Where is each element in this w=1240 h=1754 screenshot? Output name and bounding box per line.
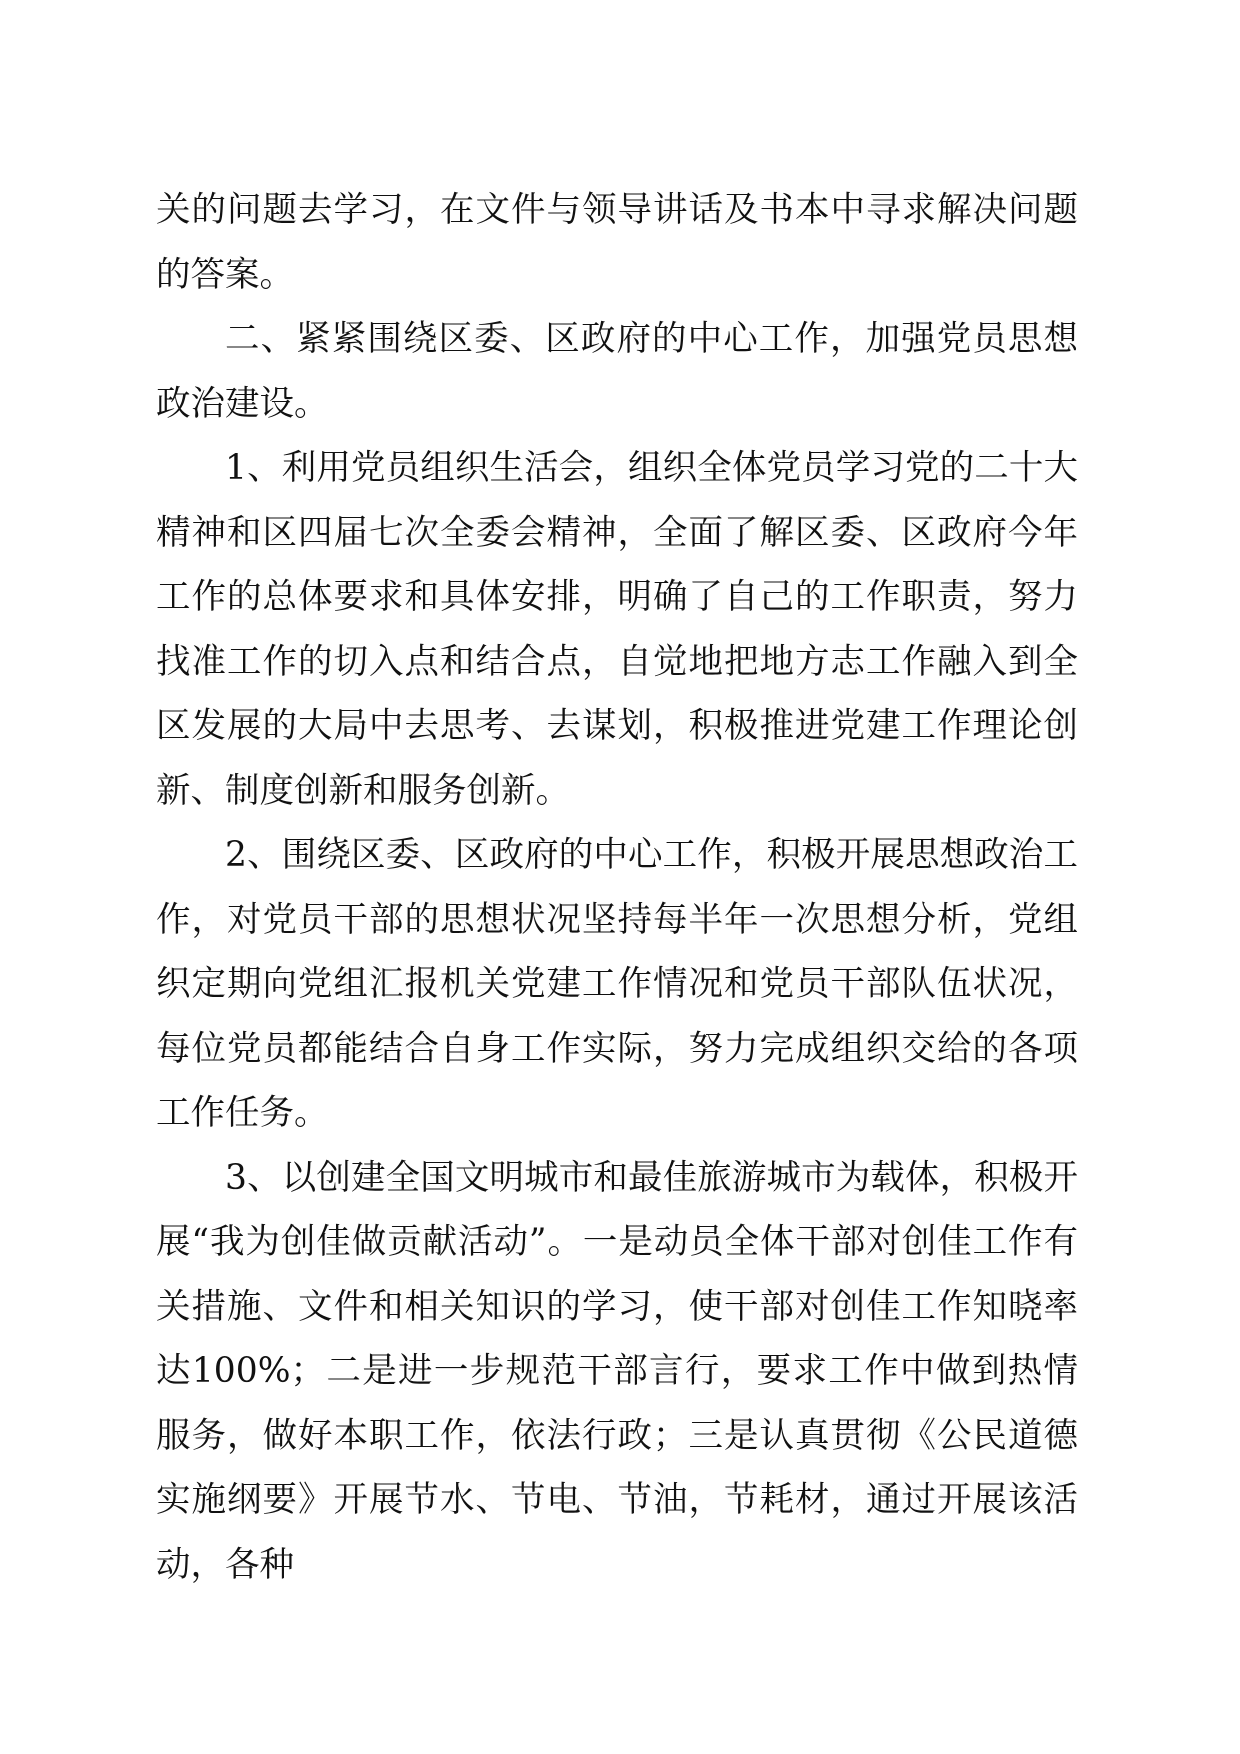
paragraph-item-2: 2、围绕区委、区政府的中心工作，积极开展思想政治工作，对党员干部的思想状况坚持每半年一次思想分析，党组织定期向党组汇报机关党建工作情况和党员干部队伍状况，每位党员都能结合自身工作实际，努力完成组织交给的各项工作任务。 — [156, 835, 1078, 1133]
paragraph-item-1: 1、利用党员组织生活会，组织全体党员学习党的二十大精神和区四届七次全委会精神，全面了解区委、区政府今年工作的总体要求和具体安排，明确了自己的工作职责，努力找准工作的切入点和结合点，自觉地把地方志工作融入到全区发展的大局中去思考、去谋划，积极推进党建工作理论创新、制度创新和服务创新。 — [156, 448, 1078, 811]
document-body — [156, 178, 1078, 1597]
paragraph-item-3: 3、以创建全国文明城市和最佳旅游城市为载体，积极开展“我为创佳做贡献活动”。一是动员全体干部对创佳工作有关措施、文件和相关知识的学习，使干部对创佳工作知晓率达100%；二是进一步规范干部言行，要求工作中做到热情服务，做好本职工作，依法行政；三是认真贯彻《公民道德实施纲要》开展节水、节电、节油，节耗材，通过开展该活动，各种 — [156, 1157, 1078, 1585]
paragraph-section-two-heading: 二、紧紧围绕区委、区政府的中心工作，加强党员思想政治建设。 — [156, 319, 1078, 424]
paragraph-continued: 关的问题去学习，在文件与领导讲话及书本中寻求解决问题的答案。 — [156, 190, 1078, 295]
